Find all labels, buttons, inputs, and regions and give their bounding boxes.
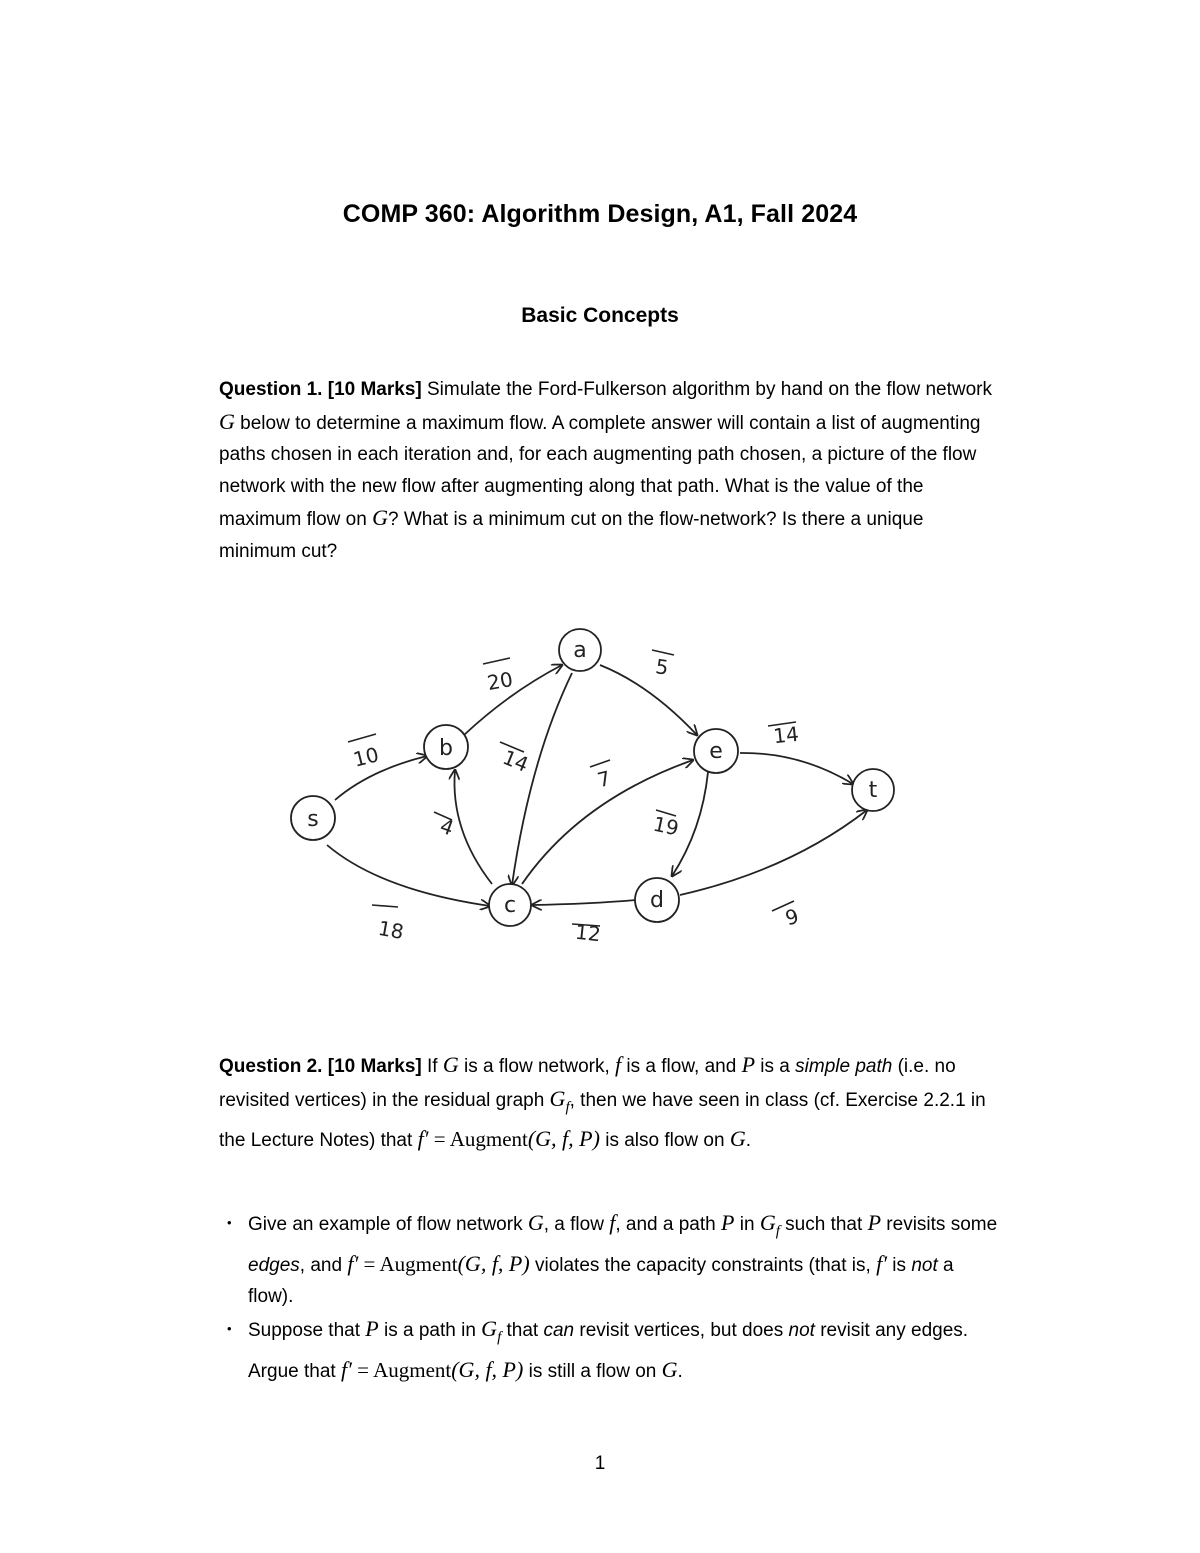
math-fprime: f′	[417, 1126, 429, 1152]
b1-text-10: a flow).	[248, 1254, 954, 1308]
math-fprime: f′	[876, 1250, 888, 1276]
math-G: G	[372, 505, 388, 530]
edge-s-b	[335, 756, 427, 800]
node-b-label: b	[439, 736, 453, 761]
b1-text-5: such that	[779, 1214, 868, 1235]
q2-text-1: is a flow network,	[458, 1056, 616, 1077]
q2-period: .	[745, 1130, 752, 1152]
capacity-b-a: 20	[485, 666, 515, 696]
capacity-c-b: 4	[436, 813, 458, 841]
math-augment: Augment	[373, 1357, 452, 1382]
capacity-a-c: 14	[499, 745, 532, 777]
capacity-e-d: 19	[651, 811, 681, 841]
math-Gf-sub: f	[497, 1329, 502, 1346]
b1-text-7: , and	[299, 1254, 348, 1276]
math-Gf-sub: f	[775, 1223, 780, 1240]
math-equals: =	[358, 1251, 380, 1276]
b2-text-5: revisit any edges. Argue that	[248, 1319, 969, 1382]
can-term: can	[543, 1319, 575, 1341]
math-P: P	[365, 1315, 379, 1341]
b1-text-8: violates the capacity constraints (that is,	[529, 1254, 877, 1276]
edge-a-e	[600, 665, 697, 735]
math-augment-args: (G, f, P)	[527, 1126, 600, 1152]
b1-text-1: Give an example of flow network	[248, 1214, 528, 1235]
b1-text-6: revisits some	[881, 1214, 998, 1235]
bullet-dot-icon: •	[227, 1320, 232, 1336]
capacity-c-e: 7	[594, 765, 614, 793]
math-P: P	[867, 1210, 882, 1235]
math-augment: Augment	[379, 1251, 458, 1276]
question-1-label: Question 1. [10 Marks]	[219, 379, 422, 400]
node-e-label: e	[709, 739, 723, 764]
node-a-label: a	[573, 638, 587, 663]
capacity-a-e: 5	[654, 654, 670, 680]
capacity-d-t: 9	[782, 903, 802, 931]
math-Gf	[549, 1085, 570, 1115]
not-term: not	[788, 1319, 815, 1341]
math-Gf-sub: f	[565, 1098, 570, 1115]
question-2-label: Question 2. [10 Marks]	[219, 1056, 422, 1077]
b2-period: .	[677, 1360, 683, 1382]
capacity-e-t: 14	[772, 721, 800, 749]
b2-text-6: is still a flow on	[523, 1360, 662, 1382]
math-Gf-base: G	[481, 1315, 498, 1341]
math-Gf-base: G	[549, 1085, 566, 1111]
b2-text-3: that	[501, 1319, 544, 1341]
not-term: not	[911, 1254, 938, 1276]
math-P: P	[741, 1052, 756, 1077]
b1-text-4: in	[734, 1214, 760, 1235]
bullet-item-1	[219, 1207, 999, 1313]
node-c-label: c	[503, 893, 517, 918]
page-number: 1	[594, 1453, 606, 1474]
edge-e-t	[740, 753, 853, 784]
capacity-s-c: 18	[376, 915, 406, 945]
b1-text-2: , a flow	[543, 1214, 610, 1235]
math-Gf	[759, 1210, 780, 1240]
simple-path-term: simple path	[795, 1056, 893, 1077]
math-Gf-base: G	[759, 1210, 776, 1235]
bullet-dot-icon: •	[227, 1215, 232, 1230]
capacity-s-b: 10	[350, 742, 382, 772]
q2-text-3: is a	[755, 1056, 796, 1077]
edge-s-c	[327, 845, 490, 906]
math-G: G	[661, 1356, 678, 1382]
node-s-label: s	[307, 807, 319, 832]
edge-a-c	[512, 673, 572, 885]
math-G: G	[219, 408, 235, 434]
b2-text-4: revisit vertices, but does	[574, 1319, 789, 1341]
q2-if: If	[421, 1056, 443, 1077]
q1-text-2: below to determine a maximum flow. A complete answer will contain a list of augmenting paths chosen in each iteration and, for each augmenting path chosen, a picture of the flow network with the new flow after augmenting along that path. What is the value of the maximum flow on	[219, 412, 981, 530]
q1-text-3: ? What is a minimum cut on the flow-network? Is there a unique minimum cut?	[219, 509, 924, 562]
q2-text-6: is also flow on	[599, 1130, 730, 1152]
node-t-label: t	[868, 778, 878, 803]
edges-term: edges	[248, 1254, 300, 1276]
math-augment: Augment	[449, 1127, 528, 1152]
math-f: f	[615, 1052, 622, 1077]
math-P: P	[721, 1210, 735, 1235]
b1-text-9: is	[887, 1254, 912, 1276]
q2-text-2: is a flow, and	[621, 1056, 742, 1077]
node-d-label: d	[650, 888, 664, 913]
question-2-bullets	[219, 1207, 999, 1387]
math-equals: =	[351, 1357, 374, 1382]
math-augment-args: (G, f, P)	[451, 1356, 524, 1382]
math-fprime: f′	[347, 1250, 359, 1276]
b1-text-3: , and a path	[615, 1214, 722, 1235]
math-augment-args: (G, f, P)	[457, 1250, 530, 1276]
edge-d-c	[532, 900, 636, 905]
edge-c-b	[454, 770, 492, 884]
math-G: G	[527, 1210, 544, 1235]
edge-b-a	[464, 665, 562, 735]
math-G: G	[729, 1126, 746, 1152]
math-f: f	[609, 1210, 616, 1235]
math-equals: =	[428, 1127, 450, 1152]
q2-text-5: , then we have seen in class (cf. Exercise 2.2.1 in the Lecture Notes) that	[219, 1089, 986, 1152]
section-heading: Basic Concepts	[521, 304, 679, 327]
math-fprime: f′	[340, 1356, 352, 1382]
b2-text-2: is a path in	[378, 1319, 482, 1341]
q1-text-1: Simulate the Ford-Fulkerson algorithm by hand on the flow network	[421, 379, 993, 400]
math-Gf	[481, 1315, 502, 1346]
edge-d-t	[680, 810, 867, 895]
document-title: COMP 360: Algorithm Design, A1, Fall 2024	[342, 200, 858, 228]
capacity-d-c: 12	[574, 919, 602, 947]
q2-text-4: (i.e. no revisited vertices) in the residual graph	[219, 1056, 956, 1111]
bullet-item-2	[219, 1313, 999, 1387]
b2-text-1: Suppose that	[248, 1319, 366, 1341]
question-1	[219, 374, 994, 567]
flow-network-graph	[270, 610, 950, 960]
math-G: G	[442, 1052, 459, 1077]
question-2	[219, 1049, 994, 1157]
